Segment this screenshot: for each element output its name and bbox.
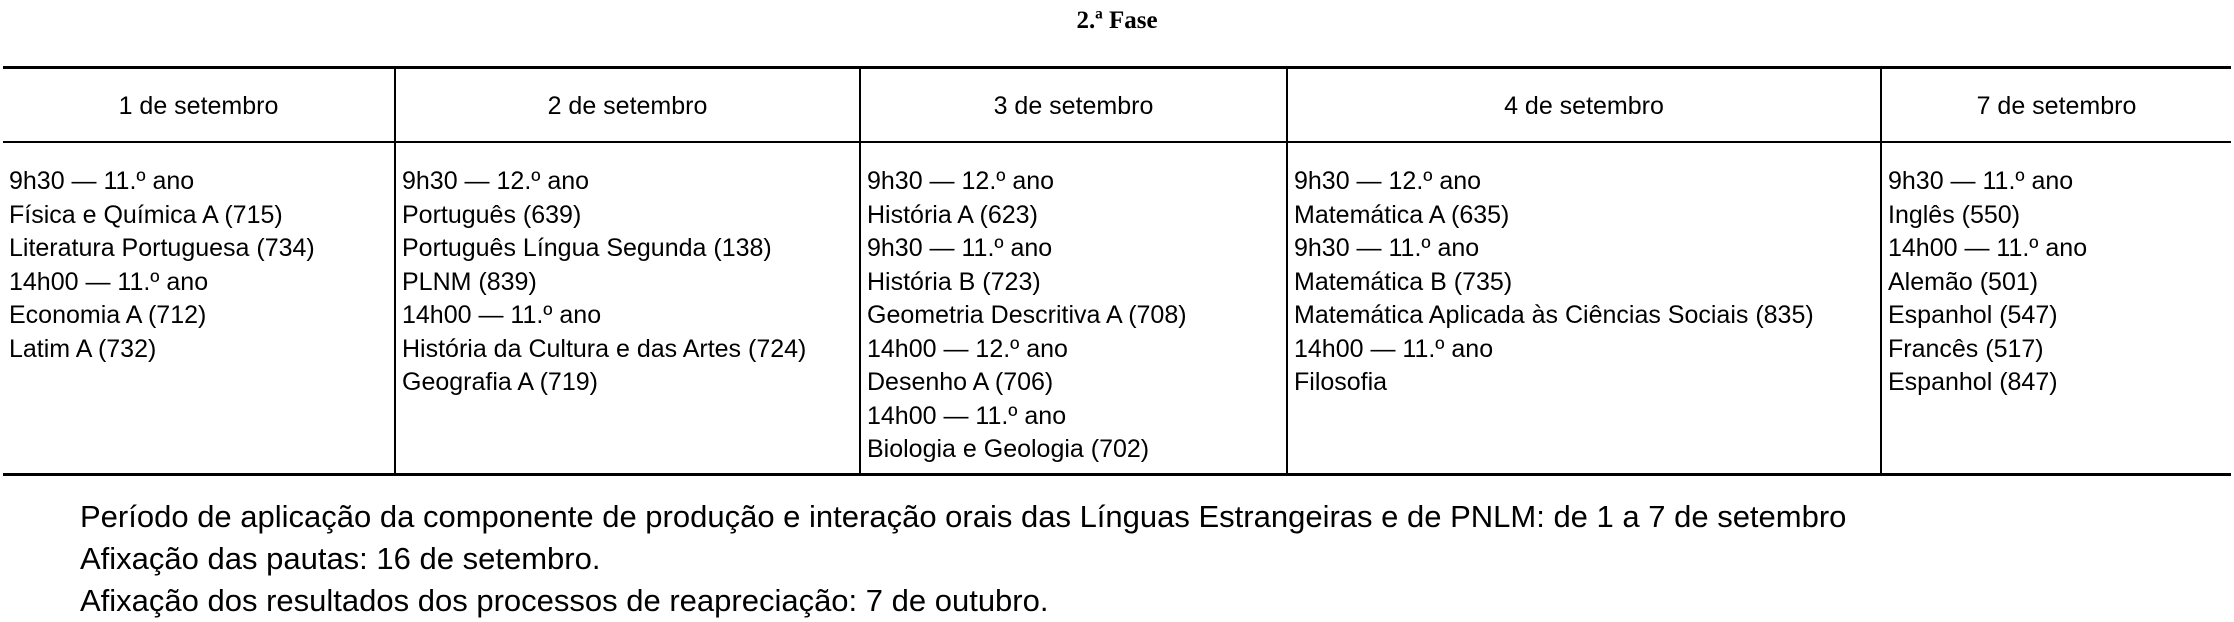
exam-schedule-table: [3, 66, 2231, 476]
exam-session-time: 9h30 — 11.º ano: [9, 167, 195, 195]
exam-session-time: 14h00 — 11.º ano: [1294, 334, 1494, 363]
exam-session-time: 14h00 — 11.º ano: [402, 301, 602, 329]
phase-title: 2.ª Fase: [1076, 7, 1158, 34]
column-exam-list: [861, 165, 1286, 467]
column-header-date: 1 de setembro: [3, 69, 394, 143]
column-header-date: 7 de setembro: [1882, 69, 2231, 143]
column-header-date: 4 de setembro: [1288, 69, 1880, 143]
exam-subject: Física e Química A (715): [9, 200, 283, 229]
exam-subject: Latim A (732): [9, 334, 157, 363]
exam-subject: PLNM (839): [402, 267, 537, 296]
exam-session-time: 9h30 — 11.º ano: [1888, 167, 2074, 195]
exam-subject: Inglês (550): [1888, 200, 2021, 229]
note-oral-component-period: Período de aplicação da componente de produção e interação orais das Línguas Estrangeiras e de PNLM: de 1 a 7 de setembro: [80, 499, 1847, 534]
exam-subject: Geografia A (719): [402, 368, 598, 396]
exam-subject: Geometria Descritiva A (708): [867, 301, 1187, 329]
day-column-2-september: [394, 69, 859, 473]
exam-subject: Desenho A (706): [867, 368, 1054, 396]
exam-subject: Literatura Portuguesa (734): [9, 234, 315, 262]
exam-subject: Biologia e Geologia (702): [867, 435, 1150, 463]
exam-subject: Espanhol (847): [1888, 368, 2058, 396]
schedule-notes: [80, 496, 1846, 622]
exam-session-time: 9h30 — 12.º ano: [867, 167, 1055, 195]
column-exam-list: [396, 165, 859, 400]
exam-subject: Matemática A (635): [1294, 200, 1510, 229]
day-column-4-september: [1286, 69, 1880, 473]
exam-session-time: 14h00 — 12.º ano: [867, 334, 1068, 363]
exam-session-time: 14h00 — 11.º ano: [1888, 234, 2088, 262]
exam-subject: Alemão (501): [1888, 267, 2039, 296]
exam-subject: História A (623): [867, 200, 1038, 229]
day-column-7-september: [1880, 69, 2231, 473]
column-exam-list: [1288, 165, 1880, 400]
exam-subject: História da Cultura e das Artes (724): [402, 334, 807, 363]
exam-session-time: 9h30 — 12.º ano: [1294, 167, 1482, 195]
exam-session-time: 9h30 — 11.º ano: [1294, 234, 1480, 262]
exam-subject: Português Língua Segunda (138): [402, 234, 772, 262]
exam-session-time: 9h30 — 12.º ano: [402, 167, 590, 195]
day-column-3-september: [859, 69, 1286, 473]
exam-subject: História B (723): [867, 267, 1041, 296]
exam-subject: Filosofia: [1294, 368, 1388, 396]
exam-session-time: 9h30 — 11.º ano: [867, 234, 1053, 262]
exam-session-time: 14h00 — 11.º ano: [9, 267, 209, 296]
exam-subject: Matemática Aplicada às Ciências Sociais (835): [1294, 301, 1814, 329]
column-exam-list: [3, 165, 394, 366]
note-results-posting: Afixação das pautas: 16 de setembro.: [80, 541, 601, 576]
exam-session-time: 14h00 — 11.º ano: [867, 401, 1067, 430]
column-header-date: 2 de setembro: [396, 69, 859, 143]
exam-subject: Português (639): [402, 200, 582, 229]
column-exam-list: [1882, 165, 2231, 400]
exam-subject: Matemática B (735): [1294, 267, 1513, 296]
exam-subject: Espanhol (547): [1888, 301, 2058, 329]
column-header-date: 3 de setembro: [861, 69, 1286, 143]
note-review-results-posting: Afixação dos resultados dos processos de reapreciação: 7 de outubro.: [80, 583, 1049, 618]
day-column-1-september: [3, 69, 394, 473]
exam-subject: Francês (517): [1888, 334, 2044, 363]
exam-subject: Economia A (712): [9, 301, 207, 329]
